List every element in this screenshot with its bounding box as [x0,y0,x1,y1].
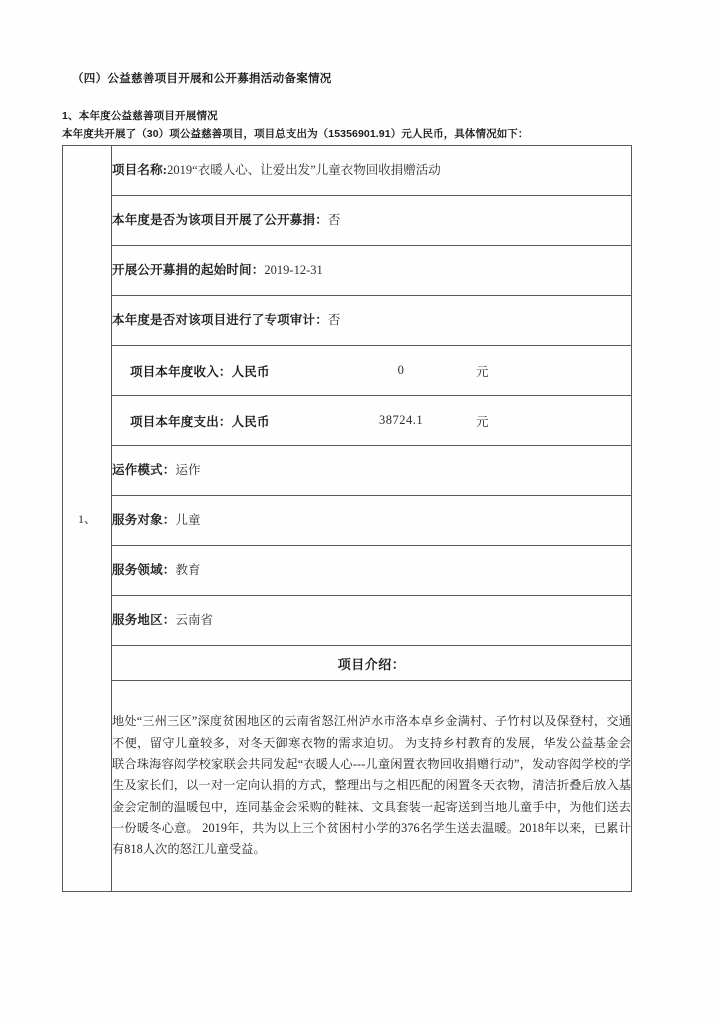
project-name-cell [112,146,632,196]
operation-mode-label: 运作模式： [112,462,176,477]
project-expense-amount: 38724.1 [378,413,424,427]
project-expense-cell [112,396,632,446]
fundraising-start-value: 2019-12-31 [264,262,323,277]
project-income-cell [112,346,632,396]
operation-mode-cell [112,446,632,496]
table-row [63,496,632,546]
table-row [63,681,632,892]
service-field-label: 服务领域： [112,562,176,577]
table-row [63,146,632,196]
table-row [63,646,632,681]
special-audit-cell [112,296,632,346]
service-region-label: 服务地区： [112,612,176,627]
fundraising-start-label: 开展公开募捐的起始时间： [112,262,265,277]
special-audit-value: 否 [327,312,341,327]
project-income-label: 项目本年度收入：人民币 [130,364,270,379]
project-table [62,145,632,892]
special-audit-label: 本年度是否对该项目进行了专项审计： [112,312,328,327]
table-row [63,296,632,346]
public-fundraising-cell [112,196,632,246]
section-heading: （四）公益慈善项目开展和公开募捐活动备案情况 [72,73,332,85]
project-name-label: 项目名称: [112,162,168,177]
sub-section-heading: 1、本年度公益慈善项目开展情况 [62,110,218,122]
table-row [63,346,632,396]
table-row [63,396,632,446]
service-region-value: 云南省 [175,612,214,627]
service-field-cell [112,546,632,596]
table-row [63,246,632,296]
table-row [63,446,632,496]
project-intro-body-cell [112,681,632,892]
project-name-value: 2019“衣暖人心、让爱出发”儿童衣物回收捐赠活动 [167,162,441,177]
summary-line: 本年度共开展了（30）项公益慈善项目，项目总支出为（15356901.91）元人民币，具体情况如下： [62,128,529,140]
public-fundraising-value: 否 [327,212,341,227]
service-target-label: 服务对象： [112,512,176,527]
project-income-amount: 0 [397,363,405,377]
service-target-cell [112,496,632,546]
service-field-value: 教育 [175,562,201,577]
operation-mode-value: 运作 [175,462,201,477]
fundraising-start-cell [112,246,632,296]
service-region-cell [112,596,632,646]
public-fundraising-label: 本年度是否为该项目开展了公开募捐： [112,212,328,227]
project-expense-unit: 元 [476,414,489,429]
project-expense-label: 项目本年度支出：人民币 [130,414,270,429]
project-intro-text: 地处“三州三区”深度贫困地区的云南省怒江州泸水市洛本卓乡金满村、子竹村以及保登村，交通不便，留守儿童较多，对冬天御寒衣物的需求迫切。 为支持乡村教育的发展，华发公益基金会联合珠海容闳学校家联会共同发起“衣暖人心---儿童闲置衣物回收捐赠行动”，发动容闳学校的学生及家长们，以一对一定向认捐的方式，整理出与之相匹配的闲置冬天衣物，清洁折叠后放入基金会定制的温暖包中，连同基金会采购的鞋袜、文具套装一起寄送到当地儿童手中，为他们送去一份暖冬心意。 2019年，共为以上三个贫困村小学的376名学生送去温暖。2018年以来，已累计有818人次的怒江儿童受益。 [112,714,631,857]
row-index-cell: 1、 [63,146,112,892]
table-row [63,196,632,246]
service-target-value: 儿童 [175,512,201,527]
project-intro-heading: 项目介绍： [112,646,632,681]
table-row [63,596,632,646]
table-row [63,546,632,596]
project-income-unit: 元 [476,364,489,379]
